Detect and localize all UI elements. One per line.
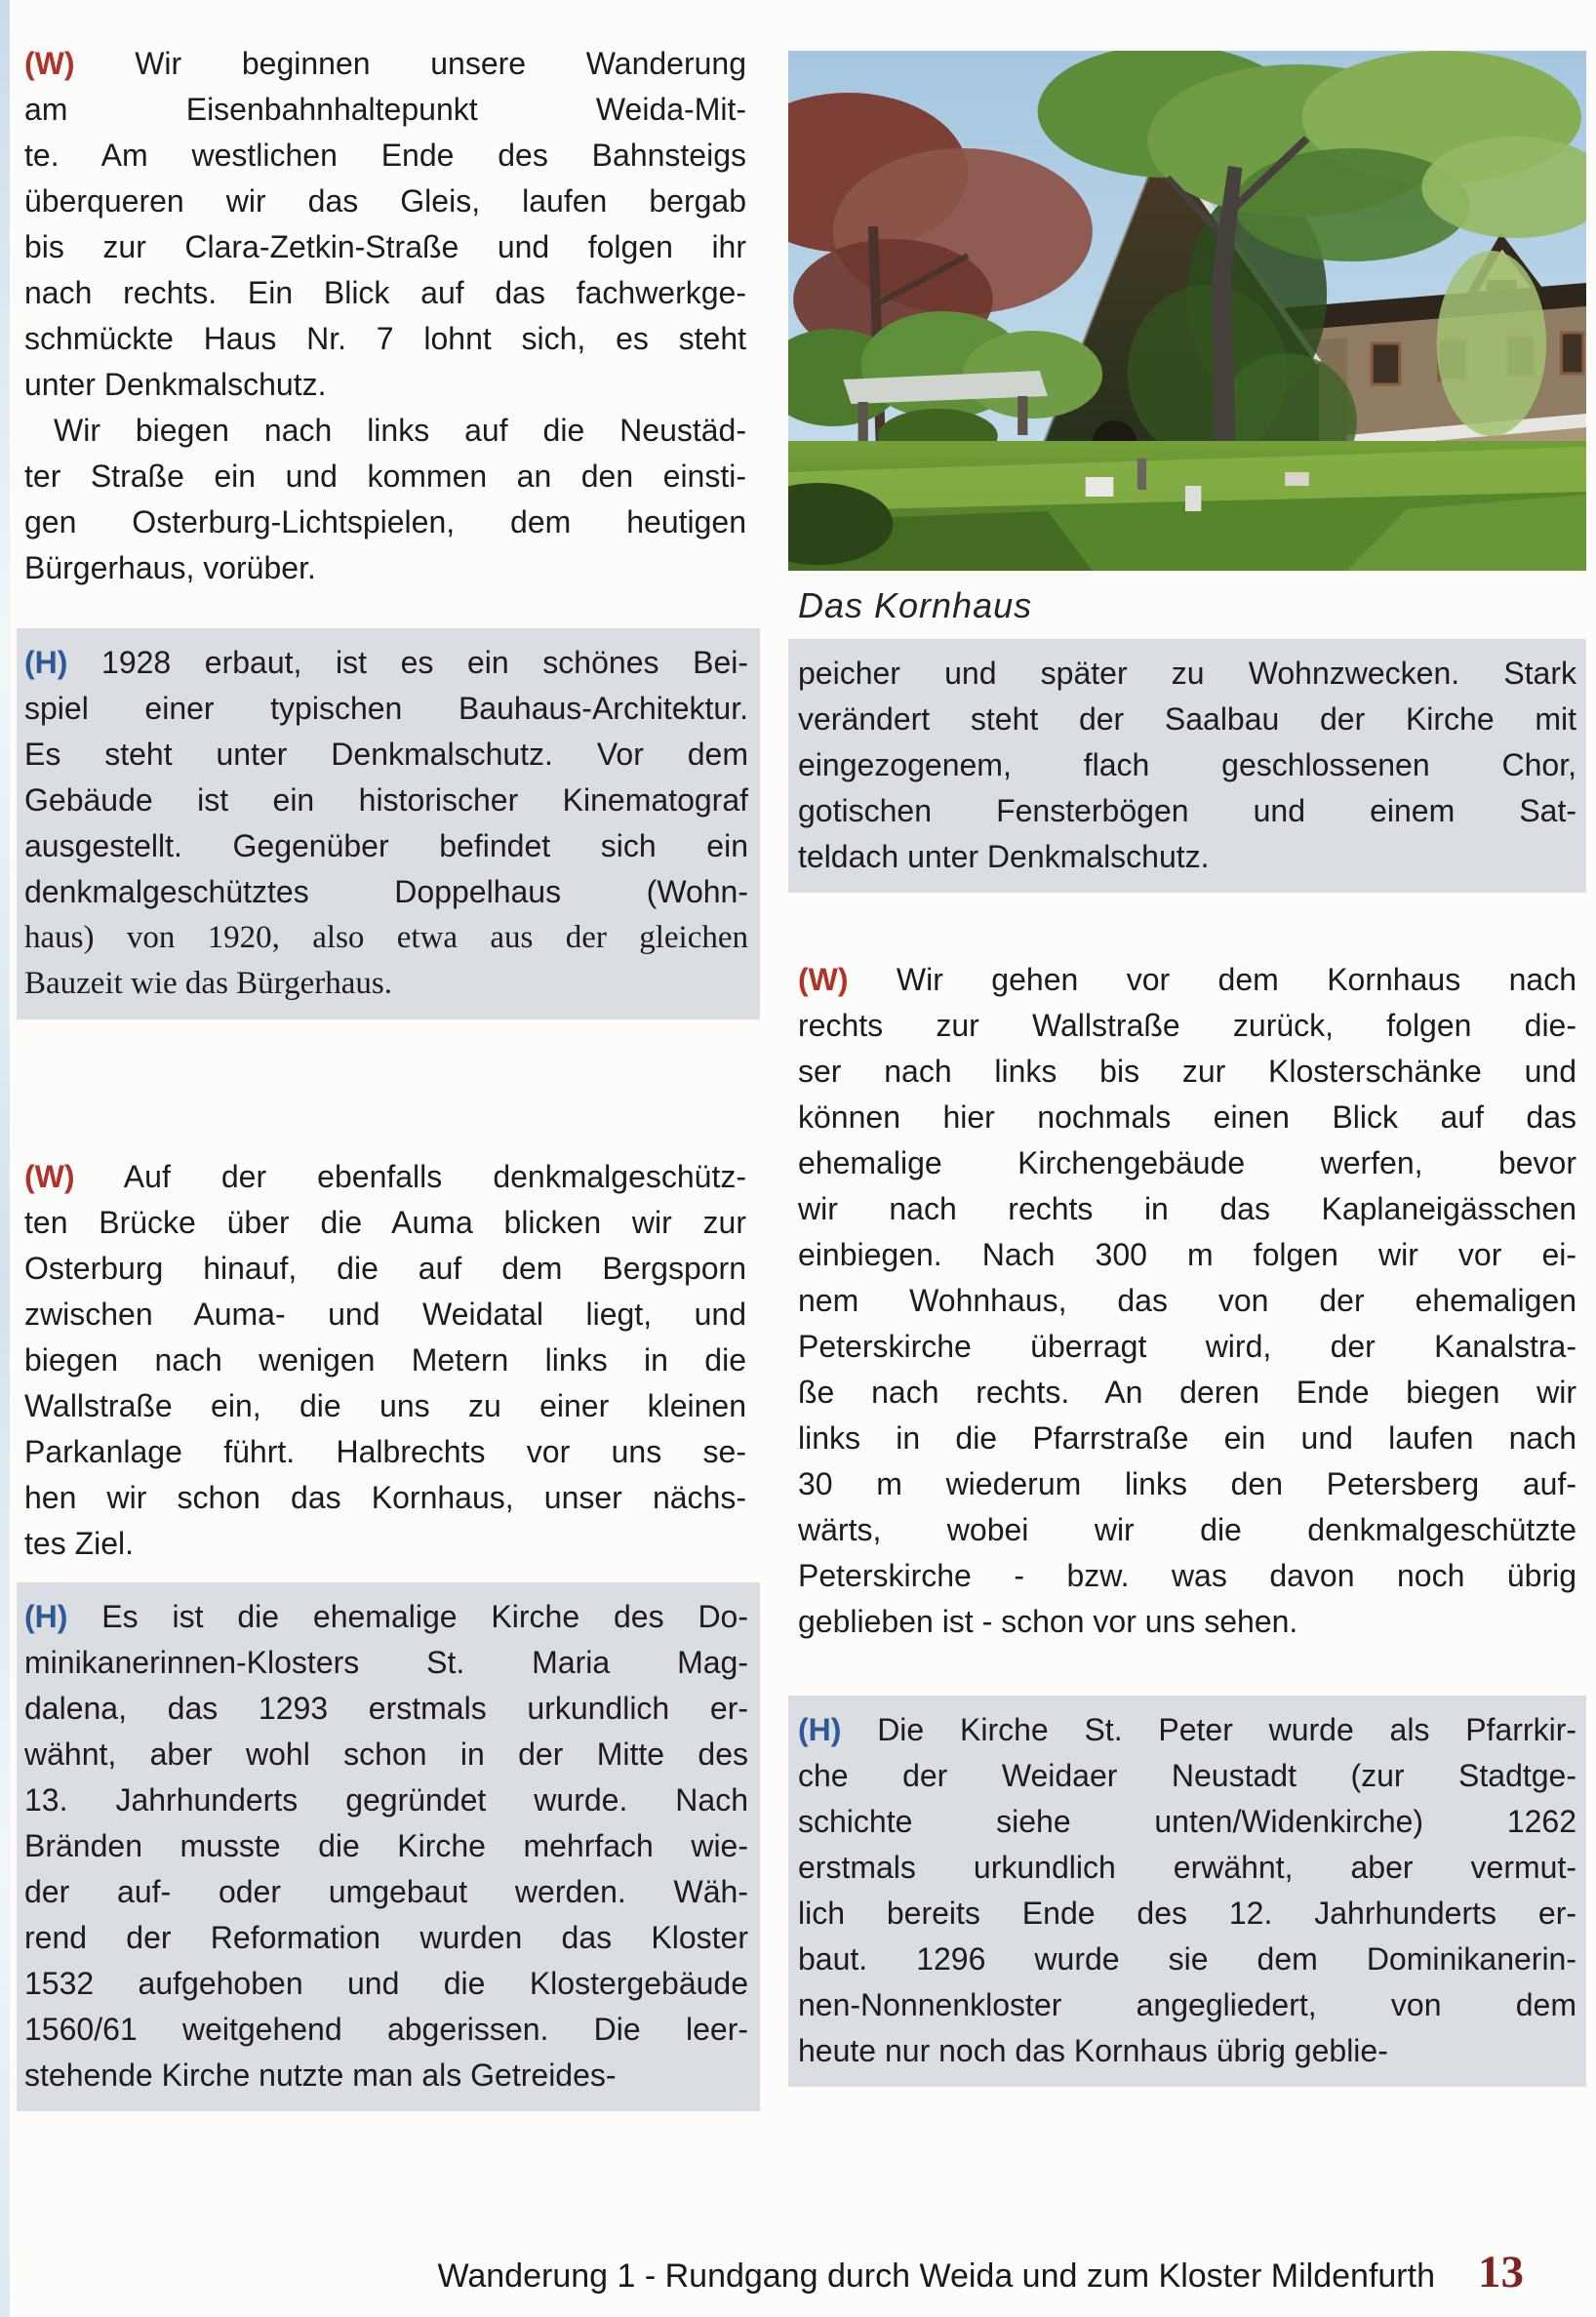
left-column: [24, 0, 746, 2111]
text-line: che der Weidaer Neustadt (zur Stadtge-: [798, 1758, 1576, 1793]
text-line: gen Osterburg-Lichtspielen, dem heutigen: [24, 504, 746, 539]
text-line: Wir biegen nach links auf die Neustäd-: [54, 413, 746, 448]
scan-edge-artifact: [0, 0, 10, 2317]
h-marker: (H): [24, 1599, 68, 1634]
kornhaus-photo: [788, 51, 1586, 571]
text-line: rend der Reformation wurden das Kloster: [24, 1920, 748, 1955]
text-line: 30 m wiederum links den Petersberg auf-: [798, 1466, 1576, 1501]
text-line: Bränden musste die Kirche mehrfach wie-: [24, 1828, 748, 1863]
text-line: verändert steht der Saalbau der Kirche mit: [798, 701, 1576, 737]
text-line: nen-Nonnenkloster angegliedert, von dem: [798, 1987, 1576, 2022]
history-note-1: [17, 628, 760, 1019]
text-line: ten Brücke über die Auma blicken wir zur: [24, 1205, 746, 1240]
text-line: ausgestellt. Gegenüber befindet sich ein: [24, 828, 748, 863]
text-line: rechts zur Wallstraße zurück, folgen die-: [798, 1008, 1576, 1043]
footer: [24, 2246, 1596, 2314]
text-line: 13. Jahrhunderts gegründet wurde. Nach: [24, 1782, 748, 1818]
text-line: überqueren wir das Gleis, laufen bergab: [24, 183, 746, 219]
text-line: biegen nach wenigen Metern links in die: [24, 1342, 746, 1378]
h-marker: (H): [798, 1712, 842, 1747]
walk-paragraph-2: [24, 1154, 746, 1567]
walk-paragraph-1b: [24, 408, 746, 591]
text-line: ter Straße ein und kommen an den einsti-: [24, 459, 746, 494]
text-line: wärts, wobei wir die denkmalgeschützte: [798, 1512, 1576, 1547]
text-line: unter Denkmalschutz.: [24, 367, 327, 402]
text-line: Wallstraße ein, die uns zu einer kleinen: [24, 1388, 746, 1423]
text-line: Gebäude ist ein historischer Kinematograf: [24, 782, 748, 818]
text-line: gotischen Fensterbögen und einem Sat-: [798, 793, 1576, 828]
w-marker: (W): [24, 1159, 75, 1194]
text-line: schmückte Haus Nr. 7 lohnt sich, es steht: [24, 321, 746, 356]
text-line: (H) Es ist die ehemalige Kirche des Do-: [24, 1599, 748, 1634]
text-line: 1532 aufgehoben und die Klostergebäude: [24, 1966, 748, 2001]
text-line: Peterskirche überragt wird, der Kanalstra-: [798, 1329, 1576, 1364]
photo-caption: Das Kornhaus: [798, 585, 1033, 625]
footer-title: Wanderung 1 - Rundgang durch Weida und zum Kloster Mildenfurth: [437, 2257, 1435, 2295]
history-note-2-continued: [788, 639, 1586, 893]
text-line: Bürgerhaus, vorüber.: [24, 550, 316, 585]
text-line: Es steht unter Denkmalschutz. Vor dem: [24, 737, 748, 772]
text-line: hen wir schon das Kornhaus, unser nächs-: [24, 1480, 746, 1515]
text-line: geblieben ist - schon vor uns sehen.: [798, 1604, 1298, 1639]
text-line: zwischen Auma- und Weidatal liegt, und: [24, 1297, 746, 1332]
history-note-2: [17, 1582, 760, 2111]
text-line: (H) 1928 erbaut, ist es ein schönes Bei-: [24, 645, 748, 680]
text-line: (W) Wir beginnen unsere Wanderung: [24, 46, 746, 81]
text-line: Peterskirche - bzw. was davon noch übrig: [798, 1558, 1576, 1593]
text-line: lich bereits Ende des 12. Jahrhunderts er-: [798, 1896, 1576, 1931]
page-number: 13: [1478, 2247, 1524, 2297]
h-marker: (H): [24, 645, 68, 680]
text-line: stehende Kirche nutzte man als Getreides-: [24, 2057, 617, 2093]
w-marker: (W): [798, 962, 849, 997]
text-line: nem Wohnhaus, das von der ehemaligen: [798, 1283, 1576, 1318]
walk-paragraph-1: [24, 41, 746, 408]
text-line: dalena, das 1293 erstmals urkundlich er-: [24, 1691, 748, 1726]
text-line: erstmals urkundlich erwähnt, aber vermut-: [798, 1850, 1576, 1885]
text-line: (H) Die Kirche St. Peter wurde als Pfarrkir-: [798, 1712, 1576, 1747]
text-line: bis zur Clara-Zetkin-Straße und folgen ihr: [24, 229, 746, 264]
text-line: wir nach rechts in das Kaplaneigässchen: [798, 1191, 1576, 1226]
text-line: baut. 1296 wurde sie dem Dominikanerin-: [798, 1941, 1576, 1977]
text-line: (W) Wir gehen vor dem Kornhaus nach: [798, 962, 1576, 997]
text-line: teldach unter Denkmalschutz.: [798, 839, 1210, 874]
text-line: te. Am westlichen Ende des Bahnsteigs: [24, 138, 746, 173]
text-line: können hier nochmals einen Blick auf das: [798, 1099, 1576, 1135]
text-line: der auf- oder umgebaut werden. Wäh-: [24, 1874, 748, 1909]
text-line: links in die Pfarrstraße ein und laufen nach: [798, 1420, 1576, 1456]
text-line: minikanerinnen-Klosters St. Maria Mag-: [24, 1645, 748, 1680]
text-line: 1560/61 weitgehend abgerissen. Die leer-: [24, 2012, 748, 2047]
text-line: Bauzeit wie das Bürgerhaus.: [24, 966, 392, 1001]
text-line: einbiegen. Nach 300 m folgen wir vor ei-: [798, 1237, 1576, 1272]
text-line: wähnt, aber wohl schon in der Mitte des: [24, 1737, 748, 1772]
text-line: peicher und später zu Wohnzwecken. Stark: [798, 656, 1576, 691]
text-line: (W) Auf der ebenfalls denkmalgeschütz-: [24, 1159, 746, 1194]
text-line: eingezogenem, flach geschlossenen Chor,: [798, 747, 1576, 782]
text-line: heute nur noch das Kornhaus übrig geblie-: [798, 2033, 1388, 2068]
text-line: nach rechts. Ein Blick auf das fachwerkge-: [24, 275, 746, 310]
history-note-3: [788, 1696, 1586, 2087]
text-line: ehemalige Kirchengebäude werfen, bevor: [798, 1145, 1576, 1180]
text-line: haus) von 1920, also etwa aus der gleichen: [24, 920, 748, 955]
walk-paragraph-3: [798, 957, 1576, 1645]
text-line: ße nach rechts. An deren Ende biegen wir: [798, 1375, 1576, 1410]
w-marker: (W): [24, 46, 75, 81]
text-line: schichte siehe unten/Widenkirche) 1262: [798, 1804, 1576, 1839]
text-line: tes Ziel.: [24, 1526, 135, 1561]
text-line: denkmalgeschütztes Doppelhaus (Wohn-: [24, 874, 748, 909]
text-line: spiel einer typischen Bauhaus-Architektur.: [24, 691, 748, 726]
text-line: Osterburg hinauf, die auf dem Bergsporn: [24, 1251, 746, 1286]
text-line: am Eisenbahnhaltepunkt Weida-Mit-: [24, 92, 746, 127]
text-line: ser nach links bis zur Klosterschänke und: [798, 1054, 1576, 1089]
text-line: Parkanlage führt. Halbrechts vor uns se-: [24, 1434, 746, 1469]
right-column: [798, 0, 1576, 2087]
